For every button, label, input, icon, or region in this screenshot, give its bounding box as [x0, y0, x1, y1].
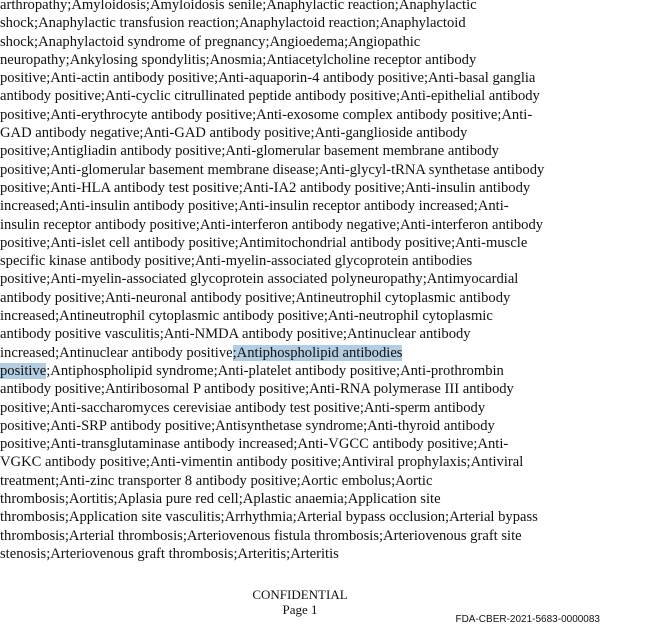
bates-number: FDA-CBER-2021-5683-0000083	[455, 614, 600, 625]
text-line: antibody positive vasculitis;Anti-NMDA antibody positive;Antinuclear antibody	[0, 326, 471, 343]
text-line: increased;Anti-insulin antibody positive;Anti-insulin receptor antibody increased;Anti-	[0, 198, 509, 215]
text-line: neuropathy;Ankylosing spondylitis;Anosmia;Antiacetylcholine receptor antibody	[0, 51, 477, 68]
text-line: specific kinase antibody positive;Anti-myelin-associated glycoprotein antibodies	[0, 253, 473, 270]
text-line: antibody positive;Anti-neuronal antibody positive;Antineutrophil cytoplasmic antibody	[0, 289, 511, 306]
text-line-with-selection	[0, 362, 600, 380]
text-line: positive;Anti-SRP antibody positive;Antisynthetase syndrome;Anti-thyroid antibody	[0, 417, 495, 434]
text-line: increased;Antineutrophil cytoplasmic antibody positive;Anti-neutrophil cytoplasmic	[0, 308, 493, 325]
text-line: antibody positive;Anti-cyclic citrullinated peptide antibody positive;Anti-epithelial antibody	[0, 88, 540, 105]
text-segment: ;Antiphospholipid syndrome;Anti-platelet antibody positive;Anti-prothrombin	[46, 362, 504, 379]
confidential-label: CONFIDENTIAL	[252, 587, 348, 602]
text-line: positive;Anti-saccharomyces cerevisiae antibody test positive;Anti-sperm antibody	[0, 399, 486, 416]
text-line: insulin receptor antibody positive;Anti-interferon antibody negative;Anti-interferon antibody	[0, 216, 544, 233]
text-line-with-selection	[0, 344, 600, 362]
text-line: positive;Anti-myelin-associated glycoprotein associated polyneuropathy;Antimyocardial	[0, 271, 519, 288]
text-line: GAD antibody negative;Anti-GAD antibody positive;Anti-ganglioside antibody	[0, 125, 468, 142]
selected-text[interactable]: positive	[0, 362, 47, 379]
text-line: thrombosis;Aortitis;Aplasia pure red cell;Aplastic anaemia;Application site	[0, 491, 441, 508]
text-line: antibody positive;Antiribosomal P antibody positive;Anti-RNA polymerase III antibody	[0, 381, 514, 398]
text-line: thrombosis;Application site vasculitis;Arrhythmia;Arterial bypass occlusion;Arterial bypass	[0, 509, 538, 526]
text-line: positive;Anti-erythrocyte antibody positive;Anti-exosome complex antibody positive;Anti-	[0, 106, 533, 123]
selected-text[interactable]: ;Antiphospholipid antibodies	[232, 344, 403, 361]
text-line: positive;Antigliadin antibody positive;Anti-glomerular basement membrane antibody	[0, 143, 499, 160]
text-line: positive;Anti-islet cell antibody positive;Antimitochondrial antibody positive;Anti-muscle	[0, 234, 528, 251]
text-line: VGKC antibody positive;Anti-vimentin antibody positive;Antiviral prophylaxis;Antiviral	[0, 454, 524, 471]
text-line: shock;Anaphylactoid syndrome of pregnancy;Angioedema;Angiopathic	[0, 33, 421, 50]
text-line: shock;Anaphylactic transfusion reaction;Anaphylactoid reaction;Anaphylactoid	[0, 15, 466, 32]
text-line: stenosis;Arteriovenous graft thrombosis;Arteritis;Arteritis	[0, 545, 339, 562]
text-segment: increased;Antinuclear antibody positive	[0, 344, 233, 361]
text-line: treatment;Anti-zinc transporter 8 antibody positive;Aortic embolus;Aortic	[0, 472, 433, 489]
page-number: Page 1	[282, 602, 318, 617]
text-line: thrombosis;Arterial thrombosis;Arteriovenous fistula thrombosis;Arteriovenous graft site	[0, 527, 522, 544]
text-line: positive;Anti-HLA antibody test positive;Anti-IA2 antibody positive;Anti-insulin antibody	[0, 179, 531, 196]
text-line: positive;Anti-glomerular basement membrane disease;Anti-glycyl-tRNA synthetase antibody	[0, 161, 545, 178]
text-line: arthropathy;Amyloidosis;Amyloidosis senile;Anaphylactic reaction;Anaphylactic	[0, 0, 477, 13]
text-line: positive;Anti-transglutaminase antibody increased;Anti-VGCC antibody positive;Anti-	[0, 436, 509, 453]
text-line: positive;Anti-actin antibody positive;Anti-aquaporin-4 antibody positive;Anti-basal ganglia	[0, 70, 536, 87]
